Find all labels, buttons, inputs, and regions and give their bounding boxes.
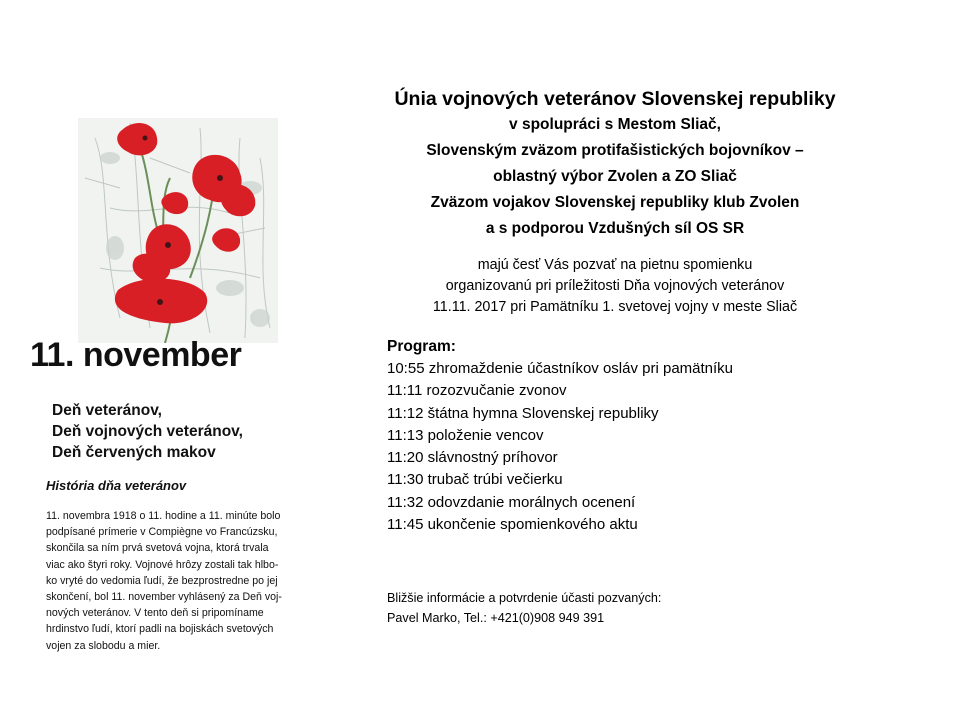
veterans-day-flyer bbox=[0, 118, 308, 658]
partner-line: Slovenským zväzom protifašistických bojovníkov – bbox=[426, 142, 804, 159]
day-names-list bbox=[52, 400, 243, 463]
history-line: ko vryté do vedomia ľudí, že bezprostredne po jej bbox=[46, 574, 278, 587]
program-list bbox=[387, 358, 733, 536]
partner-line: v spolupráci s Mestom Sliač, bbox=[509, 116, 721, 133]
invitation-line: majú česť Vás pozvať na pietnu spomienku bbox=[477, 257, 753, 273]
poppy-illustration bbox=[0, 118, 285, 343]
day-name: Deň vojnových veteránov, bbox=[52, 423, 243, 440]
contact-phone: Pavel Marko, Tel.: +421(0)908 949 391 bbox=[387, 611, 605, 625]
program-item: 11:12 štátna hymna Slovenskej republiky bbox=[387, 404, 659, 422]
program-item: 11:20 slávnostný príhovor bbox=[387, 449, 558, 467]
history-line: 11. novembra 1918 o 11. hodine a 11. minúte bolo bbox=[46, 510, 281, 522]
history-title: História dňa veteránov bbox=[46, 478, 187, 493]
program-item: 10:55 zhromaždenie účastníkov osláv pri pamätníku bbox=[387, 360, 734, 377]
invitation-text bbox=[300, 255, 930, 318]
program-item: 11:45 ukončenie spomienkového aktu bbox=[387, 516, 638, 534]
history-line: hrdinstvo ľudí, ktorí padli na bojiskách svetových bbox=[46, 623, 274, 636]
contact-info bbox=[387, 588, 661, 628]
invitation-line: 11.11. 2017 pri Pamätníku 1. svetovej vojny v meste Sliač bbox=[432, 299, 798, 315]
history-line: vojen za slobodu a mier. bbox=[46, 639, 161, 652]
history-line: viac ako štyri roky. Vojnové hrôzy zostali tak hlbo- bbox=[46, 558, 279, 571]
partner-line: a s podporou Vzdušných síl OS SR bbox=[485, 220, 745, 237]
partner-line: oblastný výbor Zvolen a ZO Sliač bbox=[493, 168, 737, 185]
invitation-header bbox=[300, 86, 930, 242]
program-item: 11:11 rozozvučanie zvonov bbox=[387, 382, 567, 400]
day-name: Deň veteránov, bbox=[52, 402, 162, 419]
contact-line: Bližšie informácie a potvrdenie účasti pozvaných: bbox=[387, 591, 662, 605]
history-line: skončila sa ním prvá svetová vojna, ktorá trvala bbox=[46, 542, 269, 555]
partners-list bbox=[300, 112, 930, 242]
history-line: podpísané prímerie v Compiègne vo Francúzsku, bbox=[46, 526, 278, 539]
program-title: Program: bbox=[387, 338, 456, 355]
program-item: 11:32 odovzdanie morálnych ocenení bbox=[387, 493, 636, 511]
history-line: skončení, bol 11. november vyhlásený za Deň voj- bbox=[46, 591, 282, 604]
partner-line: Zväzom vojakov Slovenskej republiky klub Zvolen bbox=[430, 194, 800, 211]
invitation-line: organizovanú pri príležitosti Dňa vojnových veteránov bbox=[445, 278, 785, 294]
history-text bbox=[46, 508, 308, 654]
history-line: nových veteránov. V tento deň si pripomíname bbox=[46, 607, 264, 620]
program-item: 11:30 trubač trúbi večierku bbox=[387, 471, 563, 489]
day-name: Deň červených makov bbox=[52, 444, 216, 461]
organization-title: Únia vojnových veteránov Slovenskej republiky bbox=[394, 88, 836, 110]
flyer-date-heading: 11. november bbox=[30, 336, 242, 374]
program-item: 11:13 položenie vencov bbox=[387, 426, 544, 444]
program-section bbox=[387, 336, 733, 536]
